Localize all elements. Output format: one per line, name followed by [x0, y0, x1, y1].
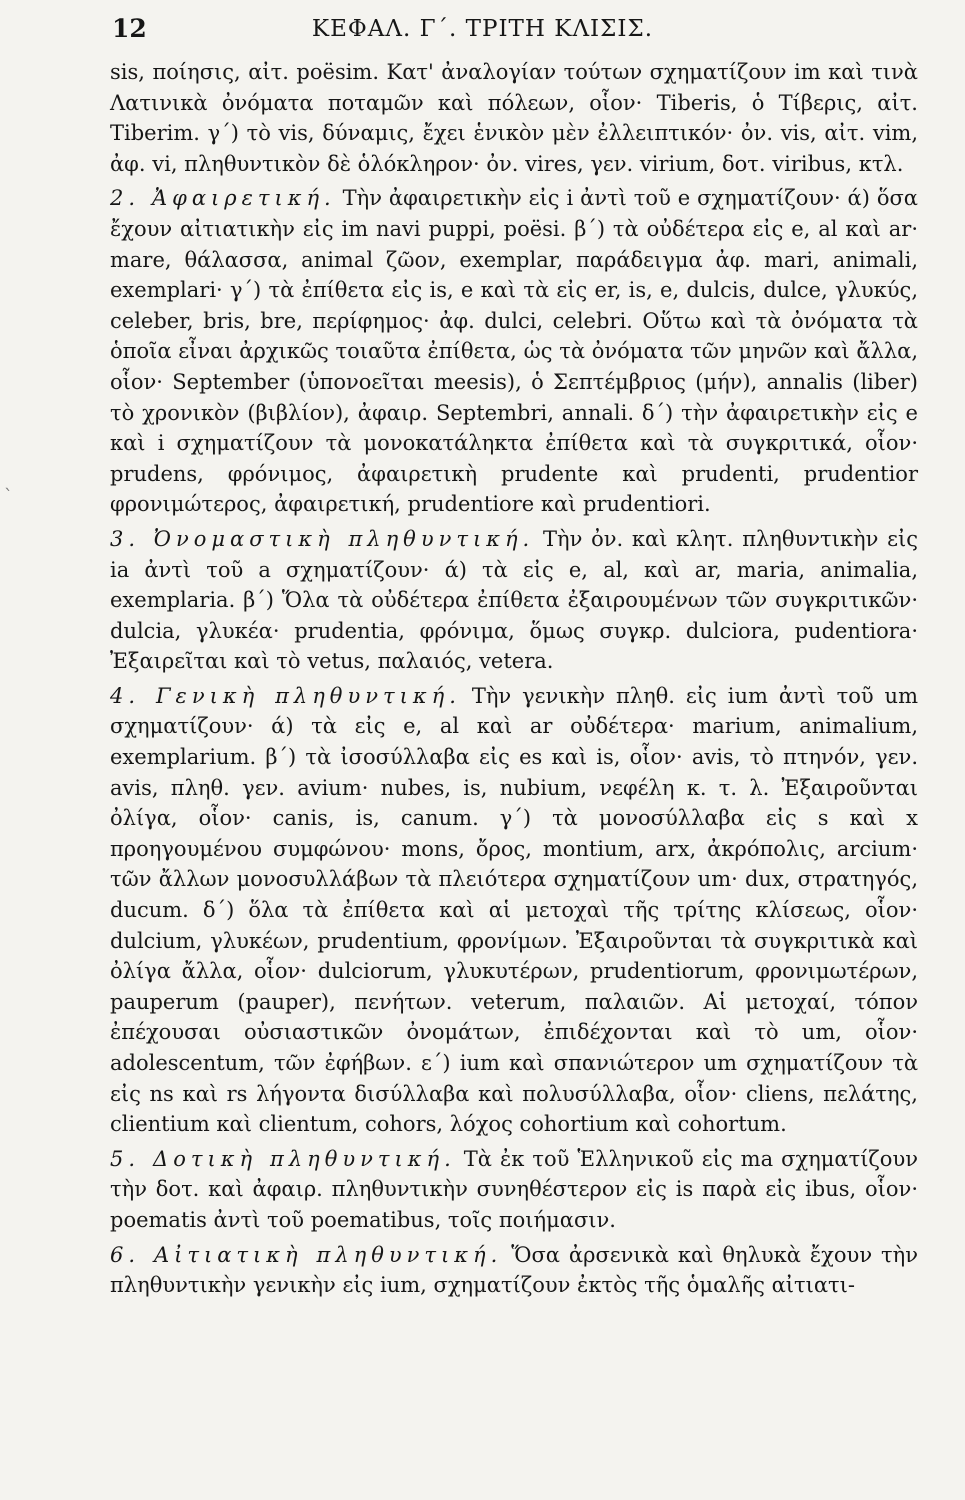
paragraph-text: Τὰ ἐκ τοῦ Ἑλληνικοῦ εἰς ma σχηματίζουν τὴν δοτ. καὶ ἀφαιρ. πληθυντικὴν συνηθέστερον εἰς is παρὰ εἰς ibus, οἷον· poematis ἀντὶ τοῦ poematibus, τοῖς ποιήμασιν.: [110, 1146, 918, 1232]
paragraph: [110, 183, 918, 520]
paragraph: [110, 1240, 918, 1301]
page-header: [0, 14, 965, 48]
running-title: ΚΕΦΑΛ. Γ΄. ΤΡΙΤΗ ΚΛΙΣΙΣ.: [311, 16, 654, 42]
page-number: 12: [112, 14, 147, 43]
section-heading: 2. Ἀφαιρετική.: [110, 186, 336, 211]
paragraph: [110, 524, 918, 677]
paragraph-text: Τὴν γενικὴν πληθ. εἰς ium ἀντὶ τοῦ um σχηματίζουν· ά) τὰ εἰς e, al καὶ ar οὐδέτερα· marium, animalium, exemplarium. β΄) τὰ ἰσοσύλλαβα εἰς es καὶ is, οἷον· avis, τὸ πτηνόν, γεν. avis, πληθ. γεν. avium· nubes, is, nubium, νεφέλη κ. τ. λ. Ἐξαιροῦνται ὀλίγα, οἷον· canis, is, canum. γ΄) τὰ μονοσύλλαβα εἰς s καὶ x προηγουμένου συμφώνου· mons, ὄρος, montium, arx, ἀκρόπολις, arcium· τῶν ἄλλων μονοσυλλάβων τὰ πλειότερα σχηματίζουν um· dux, στρατηγός, ducum. δ΄) ὅλα τὰ ἐπίθετα καὶ αἱ μετοχαὶ τῆς τρίτης κλίσεως, οἷον· dulcium, γλυκέων, prudentium, φρονίμων. Ἐξαιροῦνται τὰ συγκριτικὰ καὶ ὀλίγα ἄλλα, οἷον· dulciorum, γλυκυτέρων, prudentiorum, φρονιμωτέρων, pauperum (pauper), πενήτων. veterum, παλαιῶν. Αἱ μετοχαί, τόπον ἐπέχουσαι οὐσιαστικῶν ὀνομάτων, ἐπιδέχονται καὶ τὸ um, οἷον· adolescentum, τῶν ἐφήβων. ε΄) ium καὶ σπανιώτερον um σχηματίζουν τὰ εἰς ns καὶ rs λήγοντα δισύλλαβα καὶ πολυσύλλαβα, οἷον· cliens, πελάτης, clientium καὶ clientum, cohors, λόχος cohortium καὶ cohortum.: [110, 683, 918, 1137]
paragraph-text: Τὴν ἀφαιρετικὴν εἰς i ἀντὶ τοῦ e σχηματίζουν· ά) ὅσα ἔχουν αἰτιατικὴν εἰς im navi puppi, poësi. β΄) τὰ οὐδέτερα εἰς e, al καὶ ar· mare, θάλασσα, animal ζῶον, exemplar, παράδειγμα ἀφ. mari, animali, exemplari· γ΄) τὰ ἐπίθετα εἰς is, e καὶ τὰ εἰς er, is, e, dulcis, dulce, γλυκύς, celeber, bris, bre, περίφημος· ἀφ. dulci, celebri. Οὕτω καὶ τὰ ὀνόματα τὰ ὁποῖα εἶναι ἀρχικῶς τοιαῦτα ἐπίθετα, ὡς τὰ ὀνόματα τῶν μηνῶν καὶ ἄλλα, οἷον· September (ὑπονοεῖται meesis), ὁ Σεπτέμβριος (μήν), annalis (liber) τὸ χρονικὸν (βιβλίον), ἀφαιρ. Septembri, annali. δ΄) τὴν ἀφαιρετικὴν εἰς e καὶ i σχηματίζουν τὰ μονοκατάληκτα ἐπίθετα καὶ τὰ συγκριτικά, οἷον· prudens, φρόνιμος, ἀφαιρετικὴ prudente καὶ prudenti, prudentior φρονιμώτερος, ἀφαιρετική, prudentiore καὶ prudentiori.: [110, 186, 918, 517]
paragraph-text: sis, ποίησις, αἰτ. poësim. Κατ' ἀναλογίαν τούτων σχηματίζουν im καὶ τινὰ Λατινικὰ ὀνόματα ποταμῶν καὶ πόλεων, οἷον· Tiberis, ὁ Τίβερις, αἰτ. Tiberim. γ΄) τὸ vis, δύναμις, ἔχει ἑνικὸν μὲν ἐλλειπτικόν· ὀν. vis, αἰτ. vim, ἀφ. vi, πληθυντικὸν δὲ ὁλόκληρον· ὀν. vires, γεν. virium, δοτ. viribus, κτλ.: [110, 60, 918, 176]
body-text: [110, 57, 918, 1301]
section-heading: 5. Δοτικὴ πληθυντική.: [110, 1146, 456, 1171]
section-heading: 3. Ὀνομαστικὴ πληθυντική.: [110, 526, 535, 551]
paragraph: [110, 57, 918, 179]
paragraph-text: Ὅσα ἀρσενικὰ καὶ θηλυκὰ ἔχουν τὴν πληθυντικὴν γενικὴν εἰς ium, σχηματίζουν ἐκτὸς τῆς ὁμαλῆς αἰτιατι-: [110, 1242, 918, 1298]
margin-mark: `: [4, 486, 13, 507]
paragraph-text: Τὴν ὀν. καὶ κλητ. πληθυντικὴν εἰς ia ἀντὶ τοῦ a σχηματίζουν· ά) τὰ εἰς e, al, καὶ ar, maria, animalia, exemplaria. β΄) Ὅλα τὰ οὐδέτερα ἐπίθετα ἐξαιρουμένων τῶν συγκριτικῶν· dulcia, γλυκέα· prudentia, φρόνιμα, ὅμως συγκρ. dulciora, pudentiora· Ἐξαιρεῖται καὶ τὸ vetus, παλαιός, vetera.: [110, 526, 918, 674]
paragraph: [110, 681, 918, 1140]
section-heading: 6. Αἰτιατικὴ πληθυντική.: [110, 1242, 503, 1267]
section-heading: 4. Γενικὴ πληθυντική.: [110, 683, 461, 708]
paragraph: [110, 1144, 918, 1236]
